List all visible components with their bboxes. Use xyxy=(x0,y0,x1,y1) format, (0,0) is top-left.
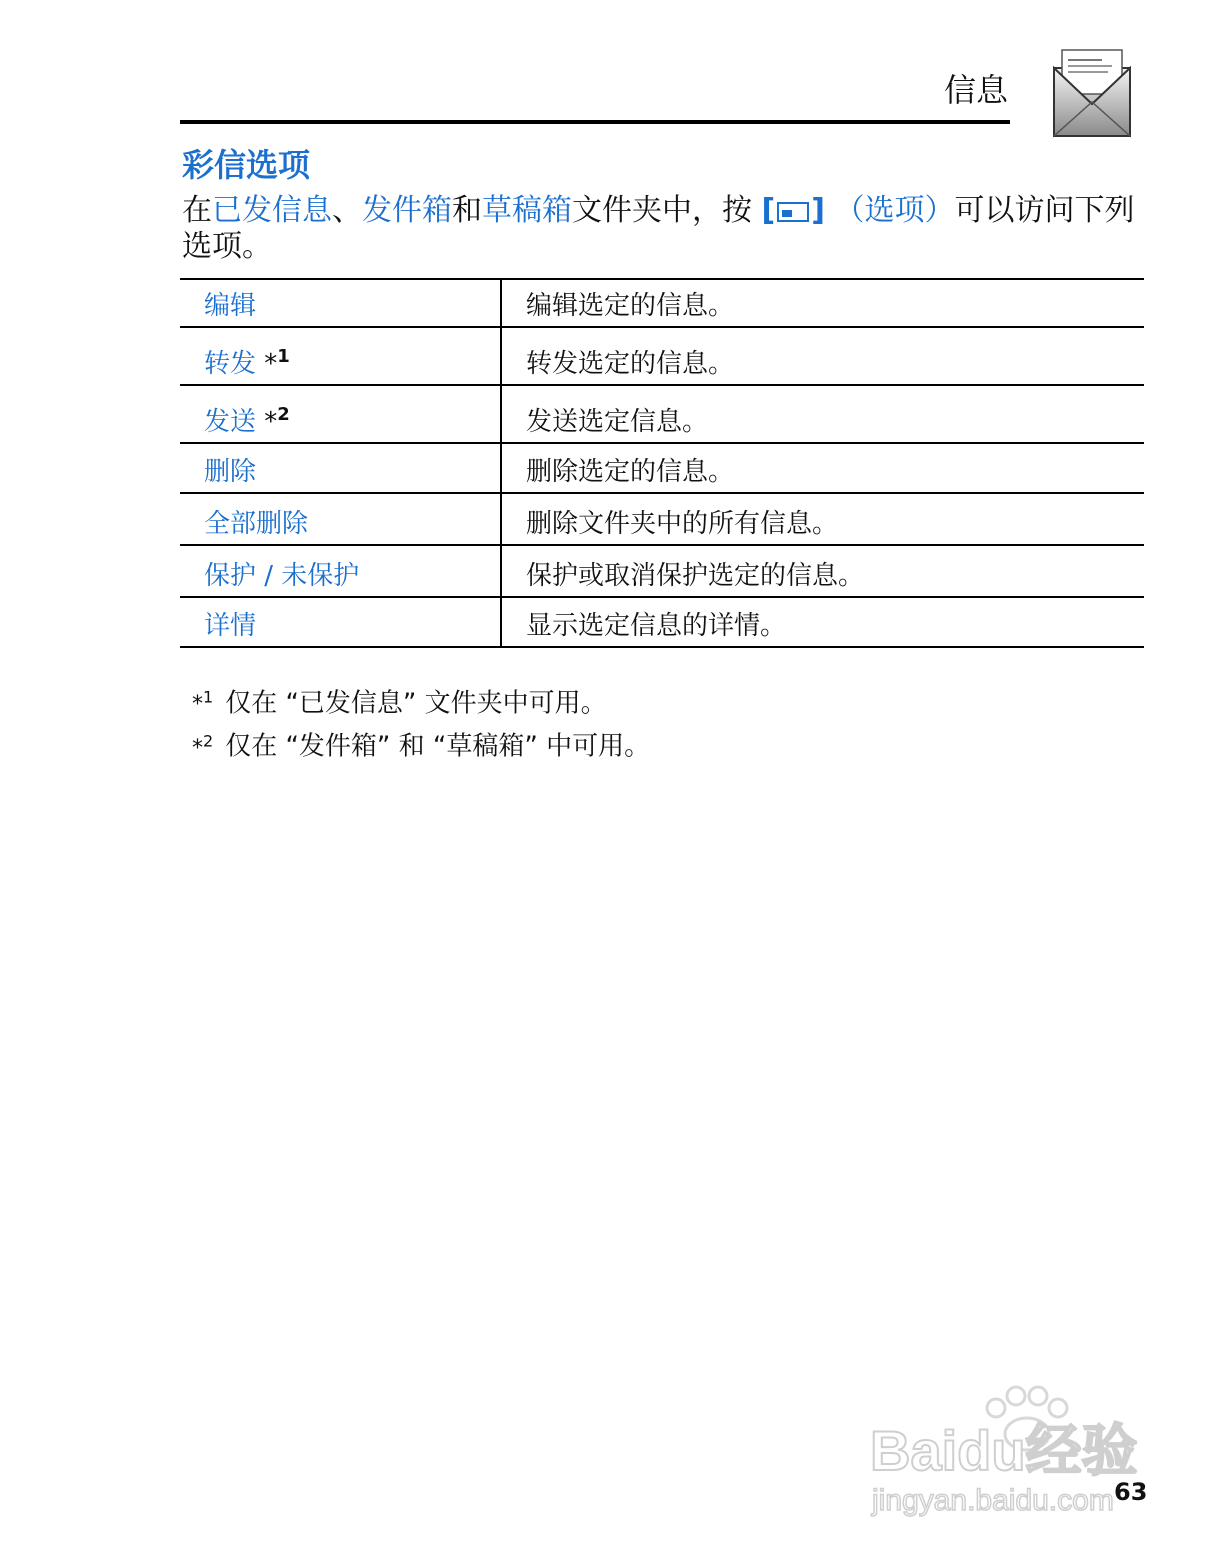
folder-sent: 已发信息 xyxy=(212,193,332,228)
softkey-close-bracket: ] xyxy=(811,193,825,228)
option-name: 详情 xyxy=(180,597,501,647)
option-desc: 发送选定信息。 xyxy=(526,407,709,437)
options-table xyxy=(180,278,1144,648)
left-softkey-icon xyxy=(777,202,809,222)
softkey-label: （选项） xyxy=(834,193,955,228)
footnote-1: *$^1$ 仅在 “已发信息” 文件夹中可用。 xyxy=(192,688,607,719)
envelope-message-icon xyxy=(1052,46,1132,138)
folder-drafts: 草稿箱 xyxy=(482,193,572,228)
footnotes xyxy=(192,680,650,767)
option-name: 保护 / 未保护 xyxy=(180,545,501,597)
table-row xyxy=(180,493,1144,545)
watermark-url: jingyan.baidu.com xyxy=(872,1484,1114,1517)
option-desc: 转发选定的信息。 xyxy=(526,349,735,379)
table-row xyxy=(180,545,1144,597)
intro-and: 和 xyxy=(452,193,482,228)
page-number: 63 xyxy=(1114,1478,1148,1506)
footnote-2: *$^2$ 仅在 “发件箱” 和 “草稿箱” 中可用。 xyxy=(192,731,651,762)
intro-paragraph xyxy=(182,193,1142,265)
watermark-brand: Baidu经验 xyxy=(870,1419,1138,1482)
intro-mid: 文件夹中，按 xyxy=(572,193,762,228)
option-desc: 删除选定的信息。 xyxy=(526,457,735,487)
table-row xyxy=(180,443,1144,493)
option-name: 发送 *$^2$ xyxy=(180,385,501,443)
option-name: 删除 xyxy=(180,443,501,493)
option-desc: 显示选定信息的详情。 xyxy=(526,611,787,641)
footnote-ref: 2 xyxy=(277,404,290,425)
baidu-watermark-logo xyxy=(866,1378,1156,1528)
option-name: 编辑 xyxy=(180,279,501,327)
option-name: 转发 *$^1$ xyxy=(180,327,501,385)
header-divider xyxy=(180,120,1010,124)
option-desc: 编辑选定的信息。 xyxy=(526,291,735,321)
section-title: 彩信选项 xyxy=(182,146,311,184)
intro-sep: 、 xyxy=(332,193,362,228)
option-desc: 删除文件夹中的所有信息。 xyxy=(526,509,839,539)
option-desc: 保护或取消保护选定的信息。 xyxy=(526,561,865,591)
footnote-ref: 1 xyxy=(277,346,290,367)
intro-prefix: 在 xyxy=(182,193,212,228)
option-name: 全部删除 xyxy=(180,493,501,545)
table-row xyxy=(180,327,1144,385)
table-row xyxy=(180,597,1144,647)
chapter-title: 信息 xyxy=(944,71,1009,109)
table-row xyxy=(180,385,1144,443)
intro-suffix: 可以访问下列选项。 xyxy=(182,193,1135,264)
table-row xyxy=(180,279,1144,327)
softkey-open-bracket: [ xyxy=(761,193,776,228)
folder-outbox: 发件箱 xyxy=(362,193,452,228)
